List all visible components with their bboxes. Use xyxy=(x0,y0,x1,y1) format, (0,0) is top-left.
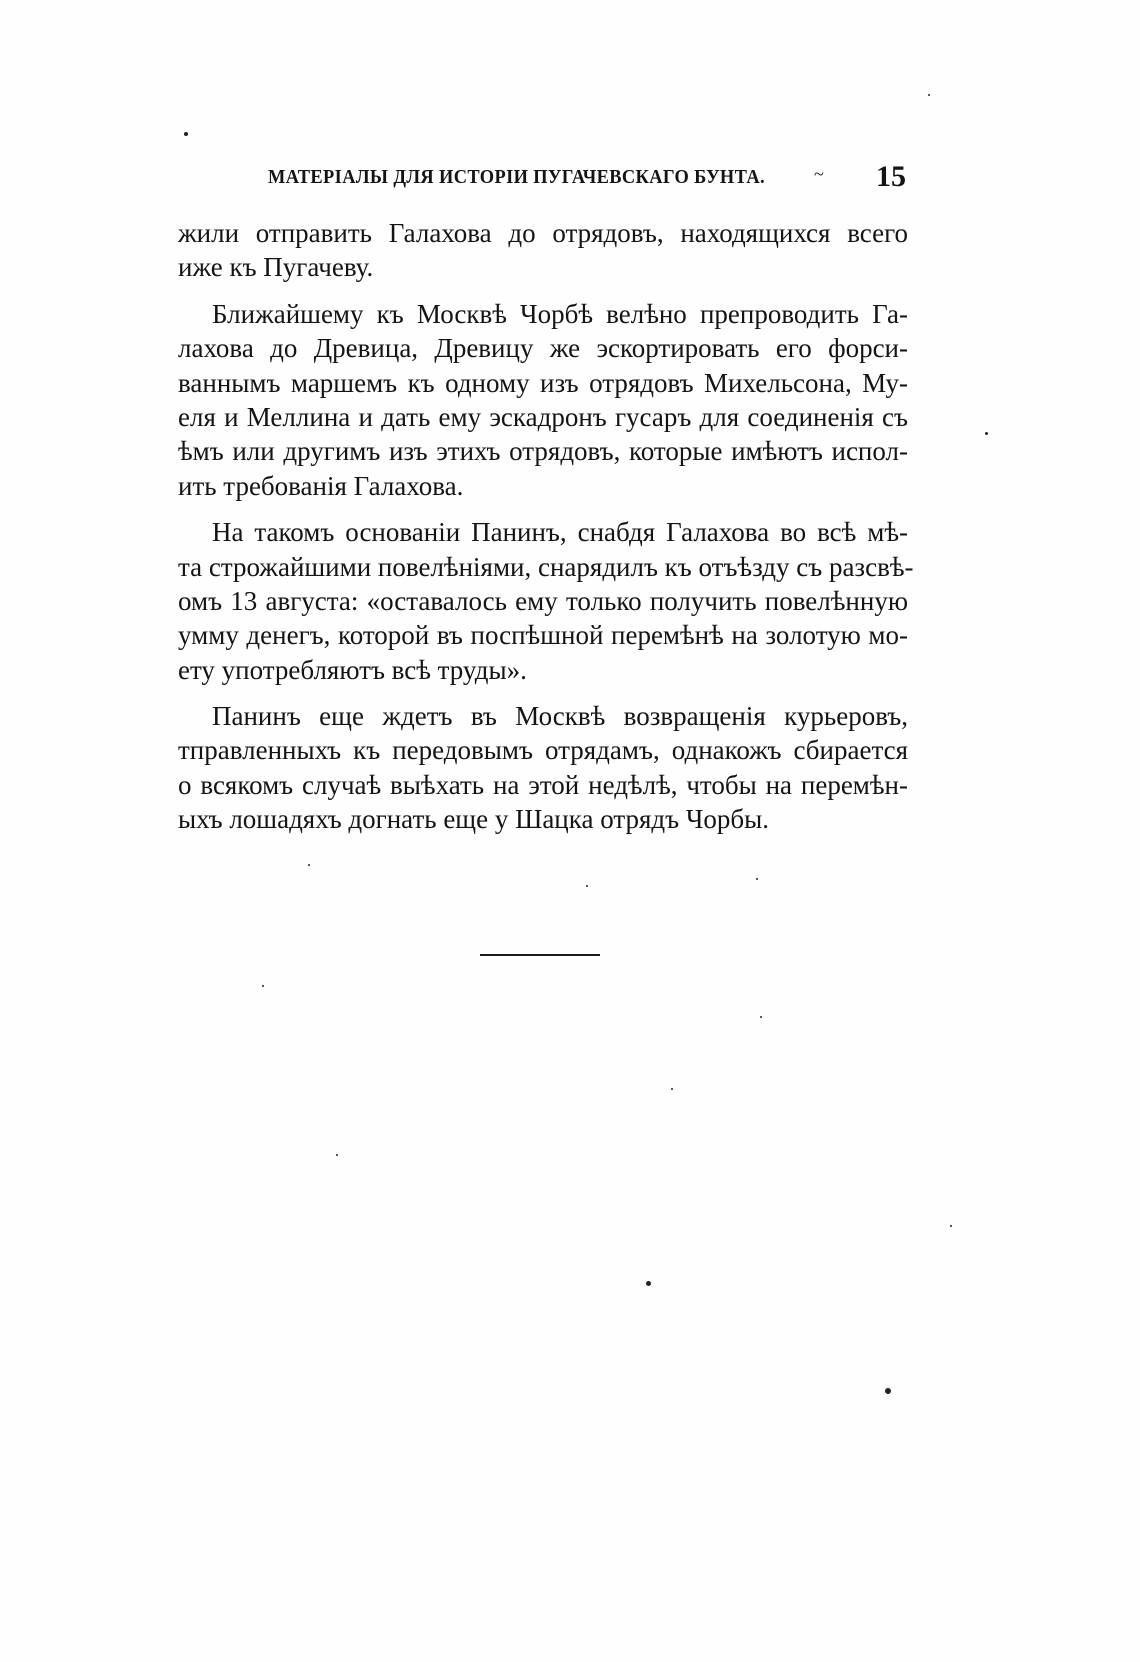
scan-speck xyxy=(985,432,988,435)
text-line: лахова до Древица, Древицу же эскортировать его форси- xyxy=(178,333,908,364)
text-line: ыхъ лошадяхъ догнать еще у Шацка отрядъ Чорбы. xyxy=(178,804,770,835)
page-number: 15 xyxy=(876,160,906,193)
scan-speck xyxy=(336,1154,338,1156)
scan-speck xyxy=(756,878,758,880)
scan-speck xyxy=(308,864,310,866)
text-line: умму денегъ, которой въ поспѣшной перемѣнѣ на золотую мо- xyxy=(178,620,908,651)
text-line: Панинъ еще ждетъ въ Москвѣ возвращенія курьеровъ, xyxy=(212,701,908,732)
body-text xyxy=(178,216,914,837)
scan-speck xyxy=(262,985,264,987)
scan-speck xyxy=(184,132,188,136)
text-line: Ближайшему къ Москвѣ Чорбѣ велѣно препроводить Га- xyxy=(212,298,908,329)
scan-speck xyxy=(586,885,588,887)
scan-speck xyxy=(928,94,930,96)
text-line: о всякомъ случаѣ выѣхать на этой недѣлѣ, чтобы на перемѣн- xyxy=(178,769,908,800)
scan-speck xyxy=(885,1388,891,1394)
text-line: иже къ Пугачеву. xyxy=(178,252,374,283)
text-line: тправленныхъ къ передовымъ отрядамъ, однакожъ сбирается xyxy=(178,735,908,766)
section-divider xyxy=(480,954,600,956)
paragraph xyxy=(178,699,908,837)
paragraph xyxy=(178,297,908,503)
running-header xyxy=(268,160,908,196)
text-line: омъ 13 августа: «оставалось ему только получить повелѣнную xyxy=(178,585,908,616)
scan-speck xyxy=(950,1225,952,1227)
text-line: ваннымъ маршемъ къ одному изъ отрядовъ Михельсона, Му- xyxy=(178,367,908,398)
scan-speck xyxy=(760,1016,762,1018)
text-line: На такомъ основаніи Панинъ, снабдя Галахова во всѣ мѣ- xyxy=(212,517,908,548)
text-line: ету употребляютъ всѣ труды». xyxy=(178,654,527,685)
header-mark: ~ xyxy=(814,164,824,184)
running-title: МАТЕРІАЛЫ ДЛЯ ИСТОРІИ ПУГАЧЕВСКАГО БУНТА. xyxy=(268,166,765,188)
scan-speck xyxy=(646,1281,651,1286)
text-line: та строжайшими повелѣніями, снарядилъ къ отъѣзду съ разсвѣ- xyxy=(178,551,914,582)
paragraph xyxy=(178,216,908,285)
text-line: жили отправить Галахова до отрядовъ, находящихся всего xyxy=(178,218,908,248)
paragraph xyxy=(178,515,914,687)
text-line: еля и Меллина и дать ему эскадронъ гусаръ для соединенія съ xyxy=(178,401,908,432)
text-line: ить требованія Галахова. xyxy=(178,470,464,501)
text-line: ѣмъ или другимъ изъ этихъ отрядовъ, которые имѣютъ испол- xyxy=(178,436,908,467)
scan-speck xyxy=(671,1088,673,1090)
